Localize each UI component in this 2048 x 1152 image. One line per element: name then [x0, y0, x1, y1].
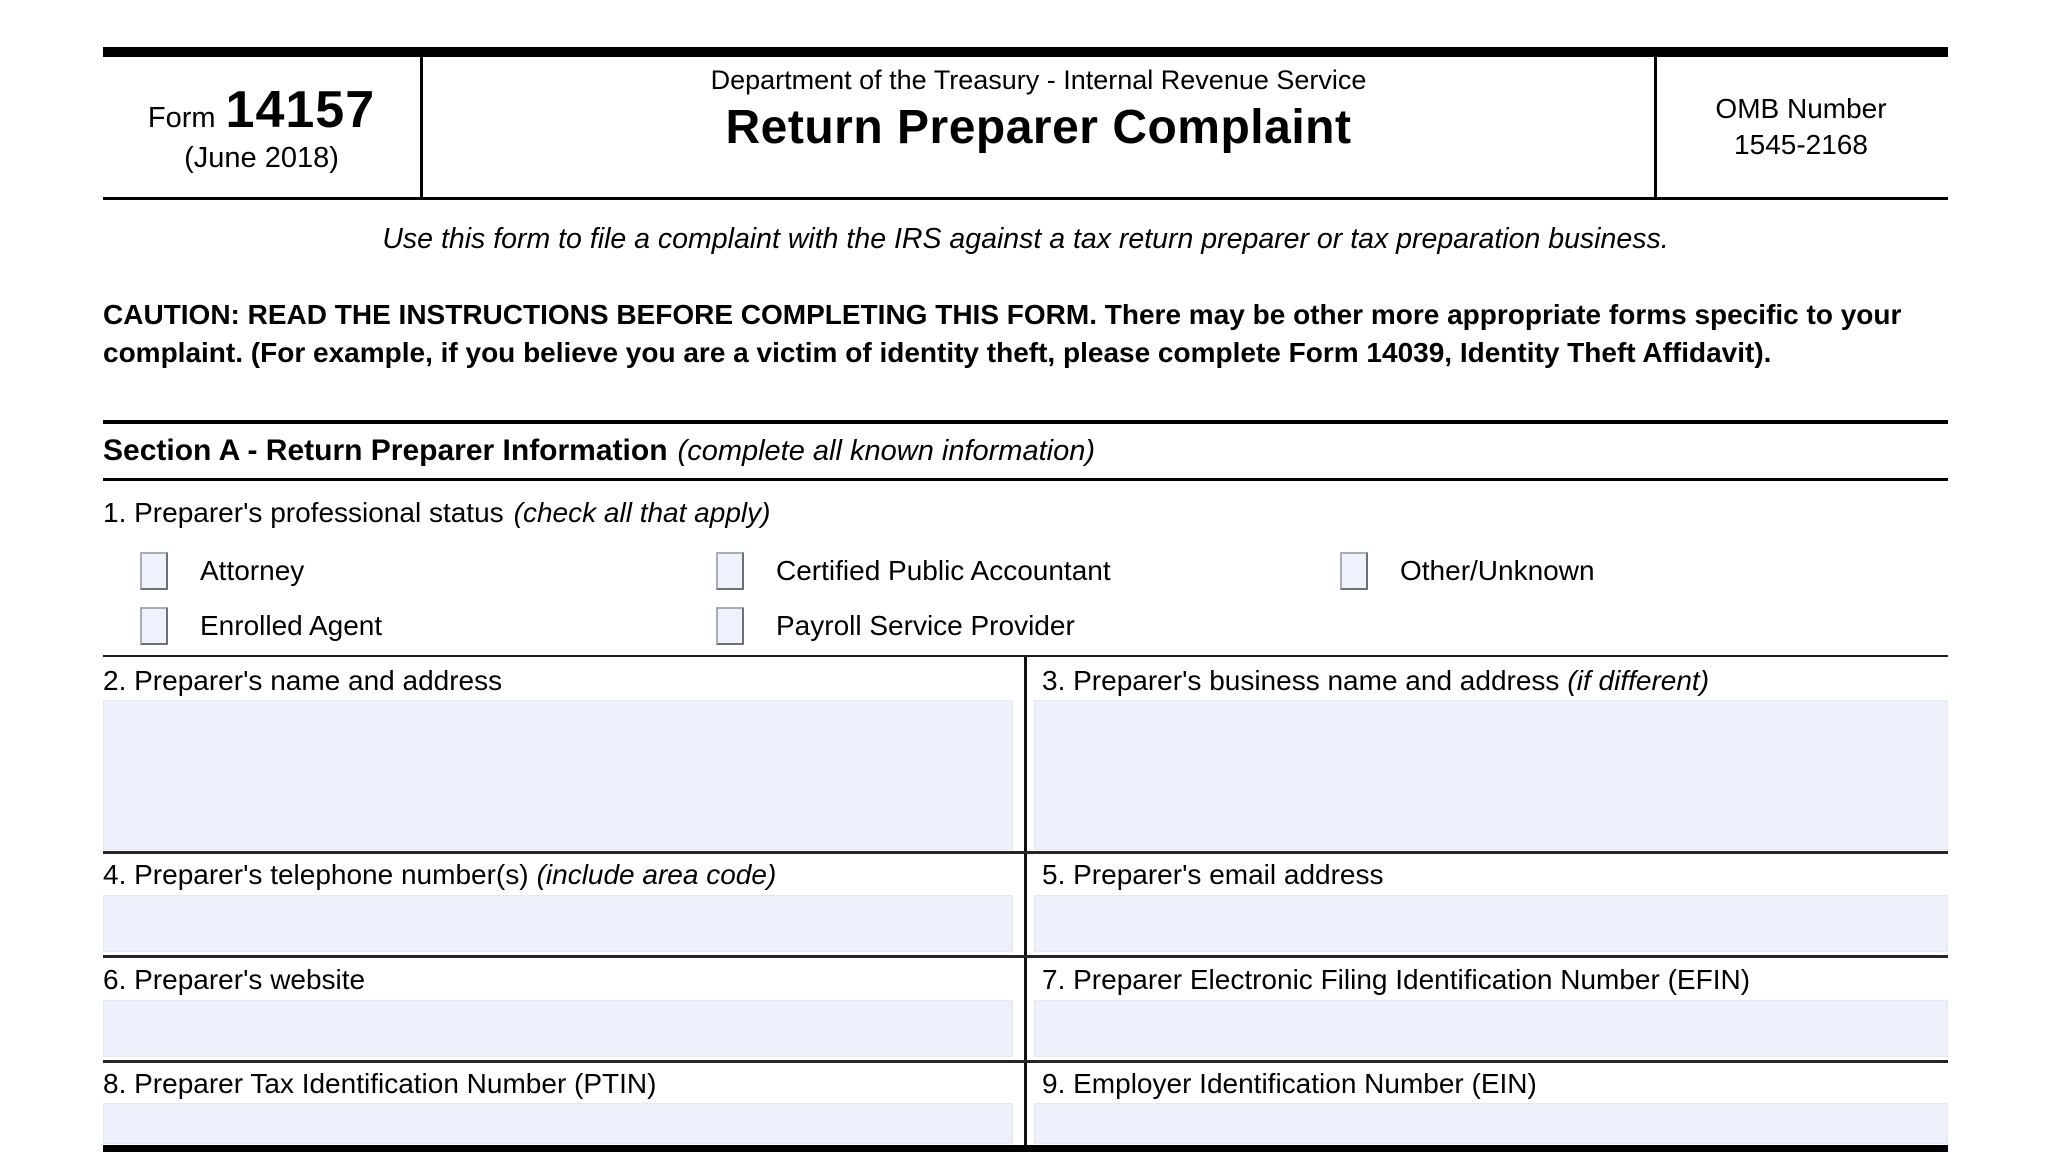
row-divider-1	[103, 851, 1948, 854]
payroll-service-provider-checkbox[interactable]	[716, 607, 744, 645]
attorney-checkbox[interactable]	[140, 552, 168, 590]
form-purpose-subtitle: Use this form to file a complaint with the IRS against a tax return preparer or tax preparation business.	[382, 223, 1669, 255]
option-cpa	[716, 552, 1111, 590]
business-name-address-input[interactable]	[1034, 700, 1948, 850]
field-2-text: 2. Preparer's name and address	[103, 665, 503, 696]
option-other-unknown	[1340, 552, 1595, 590]
field-6-label	[103, 964, 365, 996]
professional-status-options	[103, 540, 1948, 655]
form-title: Return Preparer Complaint	[725, 101, 1352, 154]
form-number-box	[103, 57, 423, 197]
payroll-service-provider-label: Payroll Service Provider	[776, 610, 1075, 641]
field-3-label	[1042, 665, 1709, 697]
field-7-label	[1042, 964, 1750, 996]
ein-input[interactable]	[1034, 1103, 1948, 1144]
field-6-text: 6. Preparer's website	[103, 964, 366, 995]
efin-input[interactable]	[1034, 1000, 1948, 1057]
attorney-label: Attorney	[200, 555, 305, 586]
question-1-text: 1. Preparer's professional status	[103, 497, 504, 528]
section-a-note: (complete all known information)	[677, 434, 1095, 467]
omb-box	[1654, 57, 1945, 197]
email-input[interactable]	[1034, 895, 1948, 952]
cpa-label: Certified Public Accountant	[776, 555, 1111, 586]
cpa-checkbox[interactable]	[716, 552, 744, 590]
telephone-input[interactable]	[103, 895, 1013, 952]
form-word: Form	[147, 101, 216, 134]
top-rule	[103, 47, 1948, 57]
field-5-text: 5. Preparer's email address	[1042, 859, 1384, 890]
form-header	[103, 57, 1948, 200]
form-number-line	[148, 80, 375, 140]
field-3-text: 3. Preparer's business name and address	[1042, 665, 1560, 696]
form-revision-date: (June 2018)	[184, 141, 339, 174]
option-attorney	[140, 552, 304, 590]
field-4-label	[103, 859, 776, 891]
section-a-heading	[103, 420, 1948, 481]
field-7-text: 7. Preparer Electronic Filing Identification Number (EFIN)	[1042, 964, 1751, 995]
other-unknown-checkbox[interactable]	[1340, 552, 1368, 590]
field-8-text: 8. Preparer Tax Identification Number (PTIN)	[103, 1068, 657, 1099]
field-3-note: (if different)	[1567, 665, 1710, 696]
section-a-title: Section A - Return Preparer Information	[103, 434, 668, 467]
preparer-fields-table	[103, 655, 1948, 1152]
field-9-label	[1042, 1068, 1537, 1100]
field-2-label	[103, 665, 502, 697]
form-title-box	[423, 57, 1654, 197]
agency-line: Department of the Treasury - Internal Revenue Service	[710, 65, 1367, 95]
ptin-input[interactable]	[103, 1103, 1013, 1144]
option-payroll-service-provider	[716, 607, 1075, 645]
option-enrolled-agent	[140, 607, 382, 645]
omb-label: OMB Number	[1715, 93, 1887, 124]
row-divider-3	[103, 1060, 1948, 1063]
column-divider	[1024, 657, 1027, 1145]
field-8-label	[103, 1068, 656, 1100]
field-9-text: 9. Employer Identification Number (EIN)	[1042, 1068, 1537, 1099]
enrolled-agent-checkbox[interactable]	[140, 607, 168, 645]
field-4-text: 4. Preparer's telephone number(s)	[103, 859, 529, 890]
question-1-note: (check all that apply)	[513, 497, 771, 528]
website-input[interactable]	[103, 1000, 1013, 1057]
field-5-label	[1042, 859, 1384, 891]
enrolled-agent-label: Enrolled Agent	[200, 610, 383, 641]
bottom-rule	[103, 1145, 1948, 1152]
preparer-name-address-input[interactable]	[103, 700, 1013, 850]
other-unknown-label: Other/Unknown	[1400, 555, 1595, 586]
form-number: 14157	[225, 80, 376, 139]
row-divider-2	[103, 955, 1948, 958]
question-1-label	[103, 497, 770, 529]
field-4-note: (include area code)	[536, 859, 777, 890]
caution-paragraph: CAUTION: READ THE INSTRUCTIONS BEFORE COMPLETING THIS FORM. There may be other more appropriate forms specific to your complaint. (For example, if you believe you are a victim of identity theft, please complete Form 14039, Identity Theft Affidavit).	[103, 299, 1902, 368]
omb-number: 1545-2168	[1734, 129, 1868, 160]
